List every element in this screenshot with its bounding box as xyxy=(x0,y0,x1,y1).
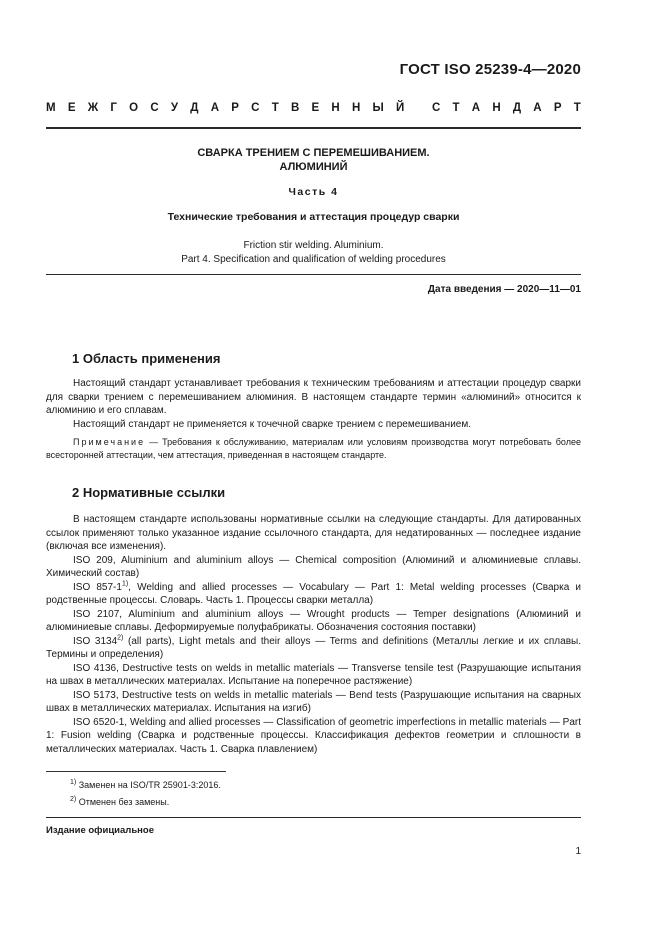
top-divider xyxy=(46,127,581,129)
paragraph: В настоящем стандарте использованы нормативные ссылки на следующие стандарты. Для датированных ссылок применяют только указанное издание ссылочного стандарта, для недатированных — последнее издание (включая все изменения). xyxy=(46,514,581,552)
section-1-body xyxy=(46,377,581,462)
footnote: $^{1)}$ Заменен на ISO/TR 25901-3:2016. xyxy=(70,779,221,790)
official-edition-label: Издание официальное xyxy=(46,825,154,836)
english-title xyxy=(46,239,581,267)
reference-item: ISO 3134$^{2)}$ (all parts), Light metals and their alloys — Terms and definitions (Металлы легкие и их сплавы. Термины и определения) xyxy=(46,634,581,660)
reference-item: ISO 2107, Aluminium and aluminium alloys — Wrought products — Temper designations (Алюминий и алюминиевые сплавы. Деформируемые полуфабрикаты. Обозначения состояния поставки) xyxy=(46,608,581,633)
title-line-2: АЛЮМИНИЙ xyxy=(279,161,348,173)
reference-item: ISO 209, Aluminium and aluminium alloys — Chemical composition (Алюминий и алюминиевые сплавы. Химический состав) xyxy=(46,554,581,579)
note-text: — Требования к обслуживанию, материалам или условиям производства могут потребовать более всесторонней аттестации, чем аттестация, приведенная в настоящем стандарте. xyxy=(46,437,581,460)
part-number: Часть 4 xyxy=(288,186,339,198)
paragraph: Настоящий стандарт не применяется к точечной сварке трением с перемешиванием. xyxy=(73,418,471,430)
english-title-line-2: Part 4. Specification and qualification of welding procedures xyxy=(181,254,446,265)
title-line-1: СВАРКА ТРЕНИЕМ С ПЕРЕМЕШИВАНИЕМ. xyxy=(197,147,430,159)
reference-item: ISO 6520-1, Welding and allied processes — Classification of geometric imperfections in metallic materials — Part 1: Fusion welding (Сварка и родственные процессы. Классификация дефектов геометрии и сплошности в металлических материалах. Часть 1. Сварка плавлением) xyxy=(46,716,581,755)
reference-item: ISO 5173, Destructive tests on welds in metallic materials — Bend tests (Разрушающие испытания на сварных швах в металлических материалах. Испытания на изгиб) xyxy=(46,689,581,714)
footnote-mark: 2) xyxy=(117,634,124,642)
standard-title xyxy=(46,146,581,174)
reference-item: ISO 857-1$^{1)}$, Welding and allied processes — Vocabulary — Part 1: Metal welding processes (Сварка и родственные процессы. Словарь. Часть 1. Процессы сварки металла) xyxy=(46,580,581,606)
document-code: ГОСТ ISO 25239-4—2020 xyxy=(399,61,581,78)
note xyxy=(46,436,581,462)
english-title-line-1: Friction stir welding. Aluminium. xyxy=(243,240,384,251)
interstate-standard-banner: М Е Ж Г О С У Д А Р С Т В Е Н Н Ы Й С Т А Н Д А Р Т xyxy=(46,102,581,114)
middle-divider xyxy=(46,274,581,275)
paragraph: Настоящий стандарт устанавливает требования к техническим требованиям и аттестации процедур сварки для сварки трением с перемешиванием алюминия. В настоящем стандарте термин «алюминий» относится к алюминию и его сплавам. xyxy=(46,378,581,416)
section-2-heading: 2 Нормативные ссылки xyxy=(72,485,226,500)
reference-item: ISO 4136, Destructive tests on welds in metallic materials — Transverse tensile test (Разрушающие испытания на швах в металлических материалах. Испытание на поперечное растяжение) xyxy=(46,662,581,687)
page-number: 1 xyxy=(575,846,581,857)
bottom-divider xyxy=(46,817,581,818)
footnote-mark: 1) xyxy=(121,580,129,588)
footnotes xyxy=(70,777,221,811)
part-subtitle: Технические требования и аттестация процедур сварки xyxy=(167,211,460,223)
section-1-heading: 1 Область применения xyxy=(72,351,221,366)
introduction-date: Дата введения — 2020—11—01 xyxy=(427,284,581,295)
footnote-divider xyxy=(46,771,226,772)
footnote: $^{2)}$ Отменен без замены. xyxy=(70,796,170,807)
section-2-body xyxy=(46,513,581,756)
note-label: Примечание xyxy=(73,437,146,447)
